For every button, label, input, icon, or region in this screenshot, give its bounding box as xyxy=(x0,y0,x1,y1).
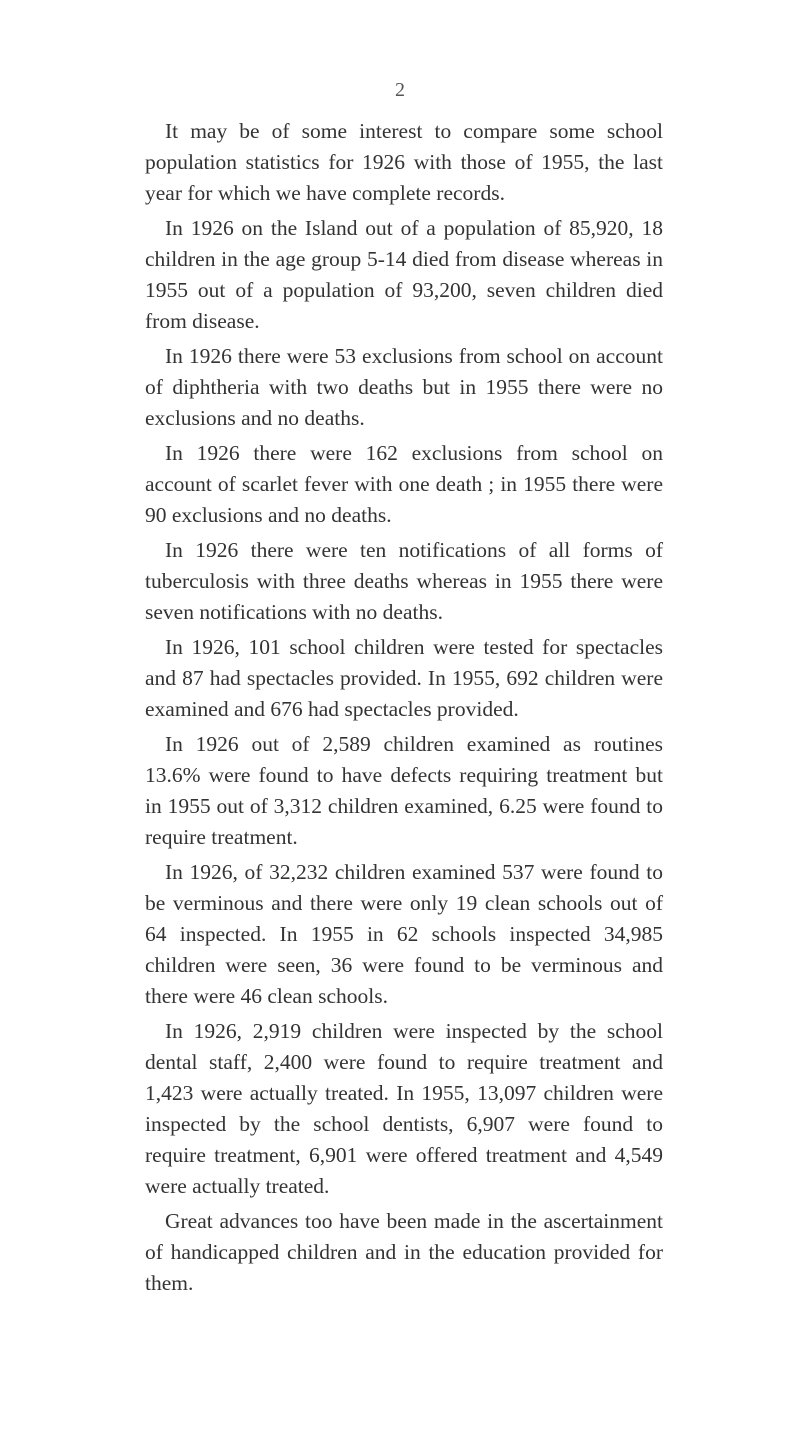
paragraph: In 1926, 101 school children were tested for spectacles and 87 had spectacles provided. In 1955, 692 children were examined and 676 had spectacles provided. xyxy=(145,635,663,721)
paragraph: In 1926, 2,919 children were inspected by the school dental staff, 2,400 were found to require treatment and 1,423 were actually treated. In 1955, 13,097 children were inspected by the school dentists, 6,907 were found to require treatment, 6,901 were offered treatment and 4,549 were actually treated. xyxy=(145,1019,663,1198)
paragraph: In 1926 out of 2,589 children examined as routines 13.6% were found to have defects requiring treatment but in 1955 out of 3,312 children examined, 6.25 were found to require treatment. xyxy=(145,732,663,849)
paragraph: In 1926 there were ten notifications of all forms of tuberculosis with three deaths whereas in 1955 there were seven notifications with no deaths. xyxy=(145,538,663,624)
page-number: 2 xyxy=(395,79,405,101)
paragraph: It may be of some interest to compare some school population statistics for 1926 with those of 1955, the last year for which we have complete records. xyxy=(145,119,663,205)
body-text xyxy=(145,116,663,1303)
paragraph: In 1926, of 32,232 children examined 537 were found to be verminous and there were only 19 clean schools out of 64 inspected. In 1955 in 62 schools inspected 34,985 children were seen, 36 were found to be verminous and there were 46 clean schools. xyxy=(145,860,663,1008)
paragraph: In 1926 there were 53 exclusions from school on account of diphtheria with two deaths but in 1955 there were no exclusions and no deaths. xyxy=(145,344,663,430)
paragraph: Great advances too have been made in the ascertainment of handicapped children and in the education provided for them. xyxy=(145,1209,663,1295)
paragraph: In 1926 on the Island out of a population of 85,920, 18 children in the age group 5-14 died from disease whereas in 1955 out of a population of 93,200, seven children died from disease. xyxy=(145,216,663,333)
paragraph: In 1926 there were 162 exclusions from school on account of scarlet fever with one death ; in 1955 there were 90 exclusions and no deaths. xyxy=(145,441,663,527)
